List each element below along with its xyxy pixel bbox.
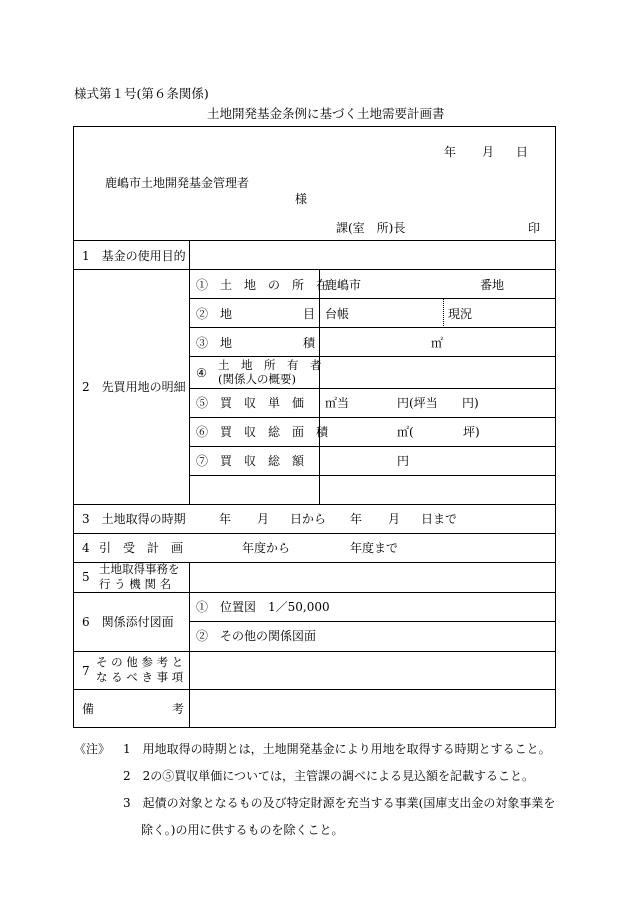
item5-per-unit: ㎡当 xyxy=(325,396,350,410)
acq-day1: 日から xyxy=(290,512,327,526)
remarks-right: 考 xyxy=(172,702,185,716)
purpose-label: 1 基金の使用目的 xyxy=(82,249,186,263)
date-year: 年 xyxy=(444,145,457,159)
takeover-label: 引 受 計 画 xyxy=(99,541,184,555)
takeover-from: 年度から xyxy=(242,541,291,555)
note-3b: 除く。)の用に供するものを除くこと。 xyxy=(141,823,344,837)
other-line1: そ の 他 参 考 と xyxy=(96,655,184,669)
acq-day2: 日まで xyxy=(421,512,458,526)
item2-current: 現況 xyxy=(448,307,473,321)
acq-month1: 月 xyxy=(257,512,270,526)
notes-prefix: 《注》 xyxy=(74,742,111,756)
other-num: 7 xyxy=(82,664,90,678)
item3-unit: ㎡ xyxy=(431,336,444,350)
note-3a: 3 起債の対象となるもの及び特定財源を充当する事業(国庫支出金の対象事業を xyxy=(123,796,556,810)
item4-line2: (関係人の概要) xyxy=(218,372,296,386)
land-detail-label: 2 先買用地の明細 xyxy=(82,380,186,394)
item3-label-end: 積 xyxy=(303,336,316,350)
acq-period-label: 3 土地取得の時期 xyxy=(82,512,186,526)
item7-yen: 円 xyxy=(397,454,410,468)
takeover-to: 年度まで xyxy=(350,541,399,555)
item1-value: 鹿嶋市 xyxy=(325,278,362,292)
remarks-left: 備 xyxy=(82,702,95,716)
section-head: 課(室 所)長 xyxy=(336,221,406,235)
date-day: 日 xyxy=(516,145,529,159)
item5-label: ⑤ 買 収 単 価 xyxy=(196,396,305,410)
honorific: 様 xyxy=(295,192,308,206)
addressee: 鹿嶋市土地開発基金管理者 xyxy=(105,176,250,190)
form-table xyxy=(73,126,556,728)
attach-item1: ① 位置図 1／50,000 xyxy=(196,600,330,614)
note-1: 1 用地取得の時期とは，土地開発基金により用地を取得する時期とすること。 xyxy=(123,742,551,756)
item4-num: ④ xyxy=(196,366,207,380)
form-number: 様式第１号(第６条関係) xyxy=(74,86,209,101)
other-line2: な る べ き 事 項 xyxy=(96,670,184,684)
attach-item2: ② その他の関係図面 xyxy=(196,629,317,643)
agency-line2: 行 う 機 関 名 xyxy=(99,577,172,591)
item2-ledger: 台帳 xyxy=(325,307,350,321)
item5-price: 円(坪当 xyxy=(397,396,438,410)
form-title: 土地開発基金条例に基づく土地需要計画書 xyxy=(207,106,445,121)
acq-month2: 月 xyxy=(388,512,401,526)
takeover-num: 4 xyxy=(82,541,90,555)
item5-price-end: 円) xyxy=(462,396,479,410)
note-2: 2 2の⑤買収単価については，主管課の調べによる見込額を記載すること。 xyxy=(123,769,535,783)
date-month: 月 xyxy=(482,145,495,159)
item2-label-end: 目 xyxy=(303,307,316,321)
agency-num: 5 xyxy=(82,570,90,584)
acq-year2: 年 xyxy=(350,512,363,526)
item2-label: ② 地 xyxy=(196,307,233,321)
attach-label: 6 関係添付図面 xyxy=(82,615,174,629)
item6-area: ㎡( xyxy=(397,425,414,439)
item6-tsubo: 坪) xyxy=(463,425,480,439)
item3-label: ③ 地 xyxy=(196,336,233,350)
item1-suffix: 番地 xyxy=(480,278,505,292)
agency-line1: 土地取得事務を xyxy=(99,562,180,576)
item6-label: ⑥ 買 収 総 面 積 xyxy=(196,425,329,439)
item4-line1: 土 地 所 有 者 xyxy=(218,358,322,372)
seal-mark: 印 xyxy=(528,221,541,235)
item7-label: ⑦ 買 収 総 額 xyxy=(196,454,305,468)
acq-year1: 年 xyxy=(219,512,232,526)
item1-label: ① 土 地 の 所 在 xyxy=(196,278,329,292)
